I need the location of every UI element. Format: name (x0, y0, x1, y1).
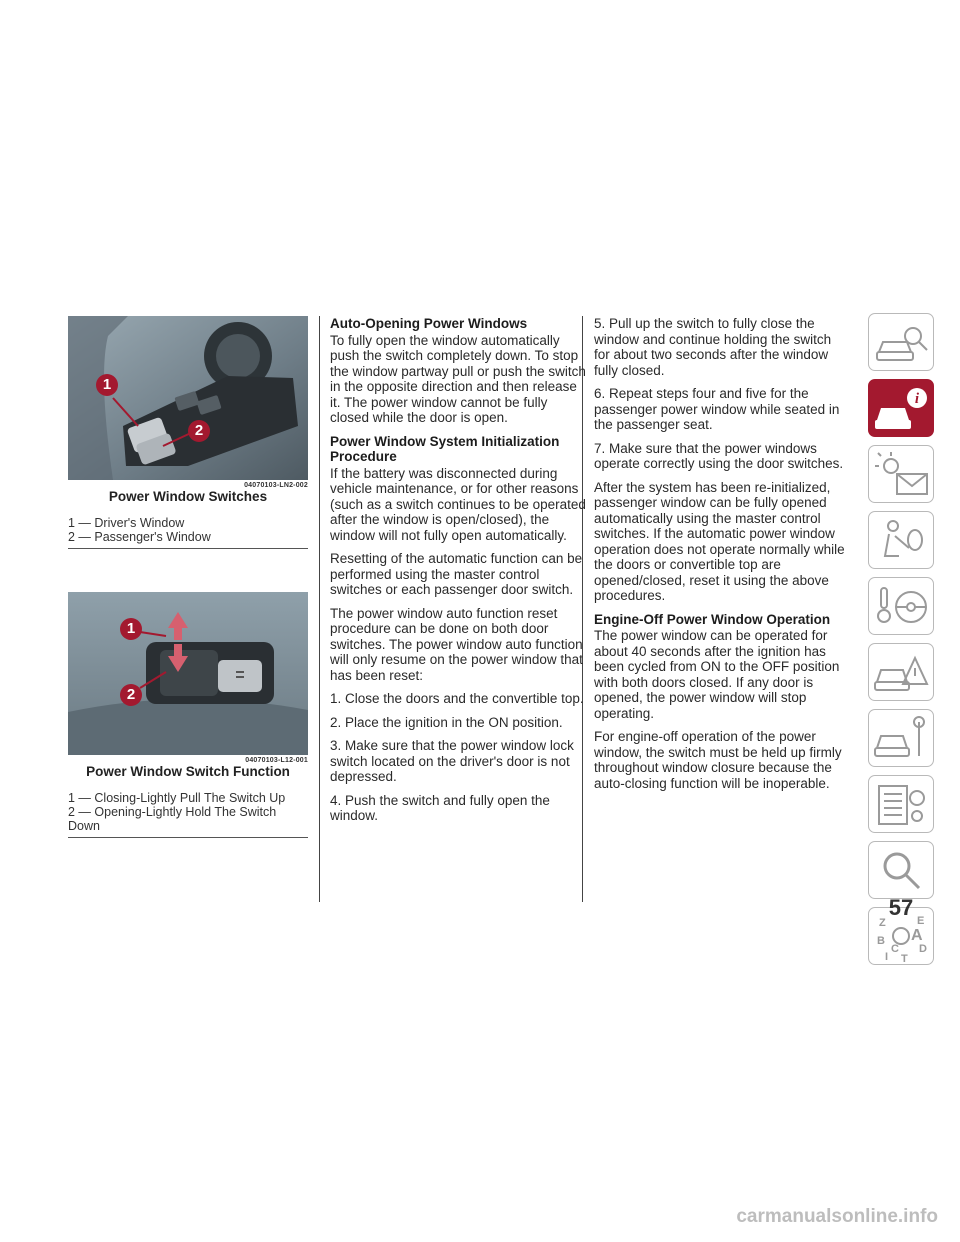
index-letter: E (917, 915, 925, 927)
paragraph: After the system has been re-initialized, passenger window can be fully opened automatically using the master control switches. If the automatic power window operation does not operate normally while the doors or convertible top are opened/closed, reset it using the above procedures. (594, 479, 845, 603)
search-index-icon[interactable] (868, 841, 934, 899)
step-4: 4. Push the switch and fully open the window. (330, 792, 550, 823)
callout-2: 2 (120, 684, 142, 706)
photo-power-window-switches (68, 316, 308, 480)
column-middle (330, 316, 586, 832)
car-breakdown-icon[interactable] (868, 643, 934, 701)
section-heading-auto-opening: Auto-Opening Power Windows (330, 316, 528, 331)
step-2: 2. Place the ignition in the ON position. (330, 714, 563, 730)
section-heading-initialization: Power Window System Initialization Procedure (330, 433, 560, 464)
figure-code: 04070103-LN2-002 (244, 482, 308, 489)
figure-title: Power Window Switch Function (86, 764, 290, 779)
callout-1: 1 (96, 374, 118, 396)
figure-legend (68, 516, 308, 544)
column-divider (319, 316, 320, 902)
figure-power-window-switches (68, 316, 308, 549)
paragraph: To fully open the window automatically push the switch completely down. To stop the window partway pull or push the switch in the opposite direction and then release it. The power window cannot be fully closed while the door is open. (330, 332, 586, 425)
legend-item: Down (68, 819, 100, 833)
step-3: 3. Make sure that the power window lock switch located on the driver's door is not depressed. (330, 738, 574, 784)
figure-legend (68, 791, 308, 833)
callout-1: 1 (120, 618, 142, 640)
step-1: 1. Close the doors and the convertible top. (330, 691, 584, 706)
figure-power-window-switch-function (68, 592, 308, 838)
step-5: 5. Pull up the switch to fully close the window and continue holding the switch for about two seconds after the window fully closed. (594, 316, 832, 378)
step-6: 6. Repeat steps four and five for the passenger power window while seated in the passenger seat. (594, 386, 840, 432)
step-7: 7. Make sure that the power windows operate correctly using the door switches. (594, 440, 844, 471)
car-info-icon[interactable] (868, 379, 934, 437)
paragraph: For engine-off operation of the power window, the switch must be held up firmly throughout window closure because the auto-closing function will be inoperable. (594, 729, 842, 791)
figure-title: Power Window Switches (108, 489, 268, 504)
figure-code: 04070103-L12-001 (245, 757, 308, 764)
index-letter: I (885, 951, 889, 963)
legend-item: 2 — Opening-Lightly Hold The Switch (68, 805, 277, 819)
page-number: 57 (888, 895, 914, 920)
index-letter: T (901, 953, 908, 965)
index-letter: C (891, 943, 899, 955)
index-letter: D (919, 943, 927, 955)
section-heading-engine-off: Engine-Off Power Window Operation (594, 611, 831, 627)
key-steering-wheel-icon[interactable] (868, 577, 934, 635)
paragraph: If the battery was disconnected during vehicle maintenance, or for other reasons (such as a switch continues to be operated after the window is open/closed), the window will not fully open automatically. (330, 465, 586, 543)
svg-text:i: i (914, 391, 920, 407)
legend-item: 1 — Driver's Window (68, 516, 185, 530)
paragraph: The power window auto function reset procedure can be done on both door switches. The power window auto function will only resume on the power window that has been reset: (330, 605, 583, 683)
divider (68, 548, 308, 549)
warning-light-message-icon[interactable] (868, 445, 934, 503)
legend-item: 1 — Closing-Lightly Pull The Switch Up (68, 791, 286, 805)
divider (68, 837, 308, 838)
car-service-icon[interactable] (868, 709, 934, 767)
specifications-icon[interactable] (868, 775, 934, 833)
index-letter: A (911, 927, 923, 944)
column-right (594, 316, 850, 799)
callout-2: 2 (188, 420, 210, 442)
photo-power-window-switch-function (68, 592, 308, 755)
car-search-icon[interactable] (868, 313, 934, 371)
watermark: carmanualsonline.info (736, 1206, 938, 1227)
index-letter: B (877, 935, 885, 947)
paragraph: The power window can be operated for about 40 seconds after the ignition has been cycled from ON to the OFF position with both doors closed. If any door is opened, the power window will stop operating. (594, 628, 840, 721)
legend-item: 2 — Passenger's Window (68, 530, 211, 544)
paragraph: Resetting of the automatic function can be performed using the master control switches or each passenger door switch. (330, 551, 583, 597)
airbag-seat-icon[interactable] (868, 511, 934, 569)
index-letter: Z (879, 917, 886, 929)
